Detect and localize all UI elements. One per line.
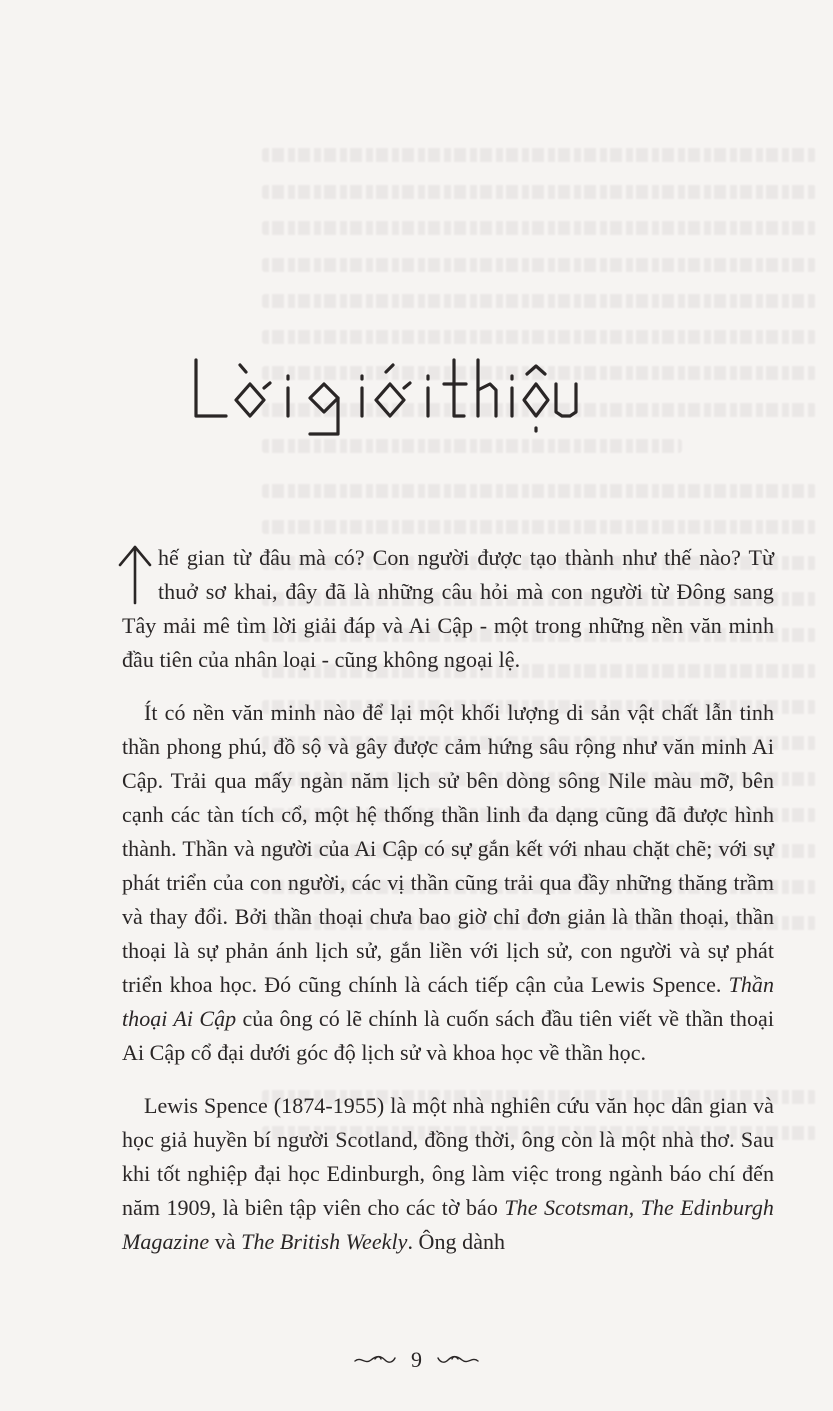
paragraph-civilization-text-b: của ông có lẽ chính là cuốn sách đầu tiên viết về thần thoại Ai Cập cổ đại dưới góc độ lịch sử và khoa học về thần học. (122, 1006, 774, 1065)
paragraph-author-text-a: Lewis Spence (1874-1955) là một nhà nghiên cứu văn học dân gian và học giả huyền bí người Scotland, đồng thời, ông còn là một nhà thơ. Sau khi tốt nghiệp đại học Edinburgh, ông làm việc trong ngành báo chí đến năm 1909, là biên tập viên cho các tờ báo (122, 1093, 774, 1220)
heading-lettering (190, 338, 580, 448)
paragraph-civilization (122, 696, 774, 1070)
paragraph-author-text-b: và (214, 1229, 236, 1254)
chapter-heading-text (0, 338, 1, 339)
chapter-heading (0, 338, 833, 458)
paragraph-author-text-c: . Ông dành (407, 1229, 506, 1254)
dropcap (118, 543, 152, 607)
paragraph-author (122, 1089, 774, 1259)
book-title-italic: Thần thoại Ai Cập (122, 972, 774, 1031)
paragraph-intro (122, 541, 774, 677)
page-number: 9 (411, 1347, 422, 1372)
page-footer (0, 1342, 833, 1378)
ornament-right-icon (436, 1353, 480, 1367)
body-text (122, 541, 774, 1278)
paragraph-civilization-text-a: Ít có nền văn minh nào để lại một khối lượng di sản vật chất lẫn tinh thần phong phú, đồ sộ và gây được cảm hứng sâu rộng như văn minh Ai Cập. Trải qua mấy ngàn năm lịch sử bên dòng sông Nile màu mỡ, bên cạnh các tàn tích cổ, một hệ thống thần linh đa dạng cũng đã được hình thành. Thần và người của Ai Cập có sự gắn kết với nhau chặt chẽ; với sự phát triển của con người, các vị thần cũng trải qua đầy những thăng trầm và thay đổi. Bởi thần thoại chưa bao giờ chỉ đơn giản là thần thoại, thần thoại là sự phản ánh lịch sử, gắn liền với lịch sử, con người và sự phát triển khoa học. Đó cũng chính là cách tiếp cận của Lewis Spence. (122, 700, 774, 997)
newspaper-titles-italic: The Scotsman, The Edinburgh Magazine (122, 1195, 774, 1254)
weekly-title-italic: The British Weekly (241, 1229, 408, 1254)
paragraph-intro-text: hế gian từ đâu mà có? Con người được tạo thành như thế nào? Từ thuở sơ khai, đây đã là những câu hỏi mà con người từ Đông sang Tây mải mê tìm lời giải đáp và Ai Cập - một trong những nền văn minh đầu tiên của nhân loại - cũng không ngoại lệ. (122, 545, 774, 672)
dropcap-t-glyph (118, 543, 152, 607)
ornament-left-icon (353, 1353, 397, 1367)
